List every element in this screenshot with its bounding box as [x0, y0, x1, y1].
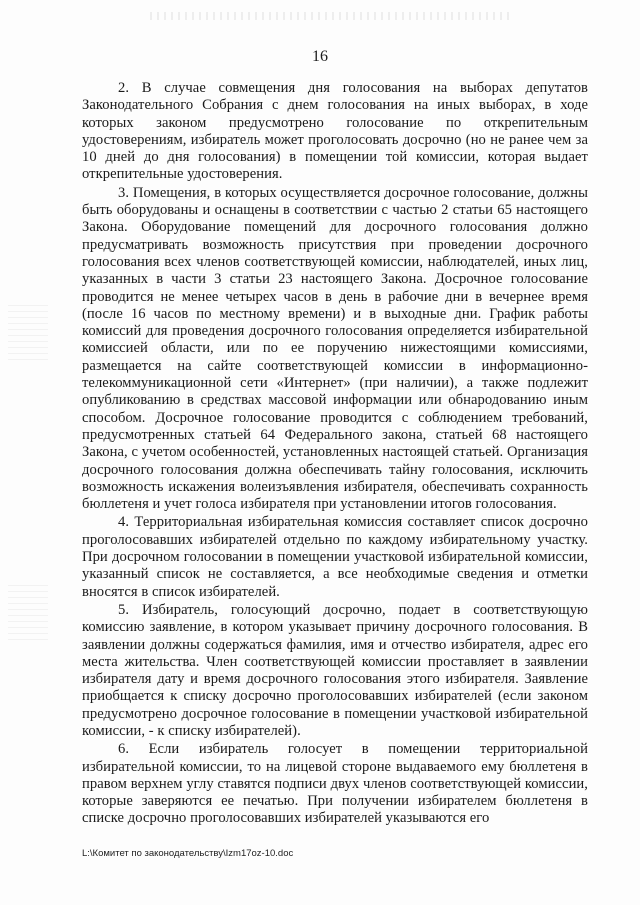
paragraph-item-6: 6. Если избиратель голосует в помещении территориальной избирательной комиссии, то на лицевой стороне выдаваемого ему бюллетеня в правом верхнем углу ставятся подписи двух членов соответствующей комиссии, которые заверяются ее печатью. При получении избирателем бюллетеня в списке досрочно проголосовавших избирателей указываются его: [82, 741, 588, 827]
document-body: [82, 80, 588, 829]
scan-artifact: [150, 12, 510, 20]
scan-artifact: [8, 300, 48, 360]
paragraph-item-2: 2. В случае совмещения дня голосования на выборах депутатов Законодательного Собрания с днем голосования на иных выборах, в ходе которых законом предусмотрено голосование по открепительным удостоверениям, избиратель может проголосовать досрочно (но не ранее чем за 10 дней до дня голосования) в помещении той комиссии, которая выдает открепительные удостоверения.: [82, 80, 588, 183]
paragraph-item-4: 4. Территориальная избирательная комиссия составляет список досрочно проголосовавших избирателей отдельно по каждому избирательному участку. При досрочном голосовании в помещении участковой избирательной комиссии, указанный список не составляется, а все необходимые сведения и отметки вносятся в список избирателей.: [82, 514, 588, 600]
scan-artifact: [8, 580, 48, 640]
paragraph-item-5: 5. Избиратель, голосующий досрочно, подает в соответствующую комиссию заявление, в котором указывает причину досрочного голосования. В заявлении должны содержаться фамилия, имя и отчество избирателя, адрес его места жительства. Член соответствующей комиссии проставляет в заявлении избирателя дату и время досрочного голосования этого избирателя. Заявление приобщается к списку досрочно проголосовавших избирателей (если законом предусмотрено досрочное голосование в помещении участковой избирательной комиссии, - к списку избирателей).: [82, 601, 588, 739]
file-path-footer: L:\Комитет по законодательству\Izm17oz-10.doc: [82, 848, 294, 859]
page-number: 16: [312, 48, 328, 65]
paragraph-item-3: 3. Помещения, в которых осуществляется досрочное голосование, должны быть оборудованы и оснащены в соответствии с частью 2 статьи 65 настоящего Закона. Оборудование помещений для досрочного голосования должно предусматривать возможность присутствия при проведении досрочного голосования всех членов соответствующей комиссии, наблюдателей, иных лиц, указанных в части 3 статьи 23 настоящего Закона. Досрочное голосование проводится не менее четырех часов в день в рабочие дни в вечернее время (после 16 часов по местному времени) и в выходные дни. График работы комиссий для проведения досрочного голосования определяется избирательной комиссией области, или по ее поручению нижестоящими комиссиями, размещается на сайте соответствующей комиссии в информационно-телекоммуникационной сети «Интернет» (при наличии), а также подлежит опубликованию в средствах массовой информации или обнародованию иным способом. Досрочное голосование проводится с соблюдением требований, предусмотренных статьей 64 Федерального закона, статьей 68 настоящего Закона, с учетом особенностей, установленных настоящей статьей. Организация досрочного голосования должна обеспечивать тайну голосования, исключить возможность искажения волеизъявления избирателя, обеспечивать сохранность бюллетеня и учет голоса избирателя при установлении итогов голосования.: [82, 184, 588, 513]
